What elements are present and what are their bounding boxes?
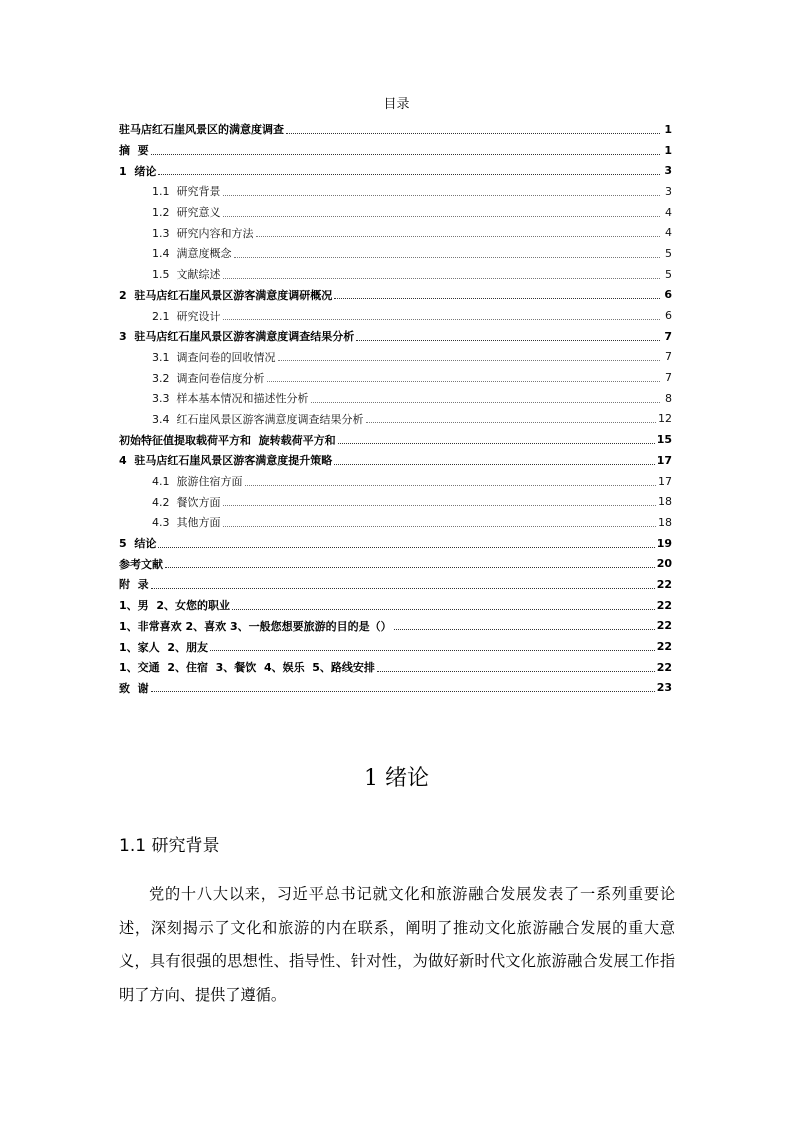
toc-leader-dots xyxy=(267,369,661,382)
toc-leader-dots xyxy=(151,576,655,589)
toc-leader-dots xyxy=(223,266,661,279)
toc-entry[interactable] xyxy=(119,429,672,450)
toc-entry-text: 4.3 其他方面 xyxy=(152,516,221,530)
toc-entry-text: 1.5 文献综述 xyxy=(152,268,221,282)
toc-leader-dots xyxy=(334,286,660,299)
toc-entry-text: 4.2 餐饮方面 xyxy=(152,495,221,509)
toc-entry[interactable] xyxy=(119,388,672,409)
toc-entry-text: 驻马店红石崖风景区的满意度调查 xyxy=(119,123,284,137)
toc-leader-dots xyxy=(356,328,660,341)
toc-leader-dots xyxy=(223,514,657,527)
toc-entry-page: 8 xyxy=(665,391,672,405)
toc-entry-text: 2.1 研究设计 xyxy=(152,309,221,323)
toc-entry-page: 6 xyxy=(665,309,672,323)
toc-entry-text: 1、家人 2、朋友 xyxy=(119,640,208,654)
toc-entry-text: 2 驻马店红石崖风景区游客满意度调研概况 xyxy=(119,288,333,302)
toc-entry[interactable] xyxy=(119,471,672,492)
toc-entry[interactable] xyxy=(119,305,672,326)
toc-entry-page: 7 xyxy=(665,371,672,385)
toc-leader-dots xyxy=(377,659,655,672)
toc-entry[interactable] xyxy=(119,553,672,574)
toc-entry-text: 参考文献 xyxy=(119,557,163,571)
toc-entry-page: 1 xyxy=(664,122,672,136)
toc-entry-page: 22 xyxy=(656,660,672,674)
toc-entry-text: 附 录 xyxy=(119,578,149,592)
toc-leader-dots xyxy=(210,638,655,651)
toc-leader-dots xyxy=(158,535,654,548)
toc-entry-text: 3.3 样本基本情况和描述性分析 xyxy=(152,392,309,406)
toc-entry-page: 1 xyxy=(664,143,672,157)
toc-entry-text: 摘 要 xyxy=(119,144,149,158)
toc-title: 目录 xyxy=(383,97,410,112)
toc-entry[interactable] xyxy=(119,140,672,161)
toc-entry-text: 3 驻马店红石崖风景区游客满意度调查结果分析 xyxy=(119,330,355,344)
toc-entry-page: 22 xyxy=(656,619,672,633)
toc-leader-dots xyxy=(151,679,655,692)
toc-leader-dots xyxy=(366,410,657,423)
toc-entry-page: 22 xyxy=(656,598,672,612)
toc-entry-text: 4.1 旅游住宿方面 xyxy=(152,475,243,489)
toc-entry-page: 19 xyxy=(656,536,672,550)
toc-leader-dots xyxy=(234,245,661,258)
toc-entry[interactable] xyxy=(119,243,672,264)
toc-entry[interactable] xyxy=(119,347,672,368)
toc-leader-dots xyxy=(158,162,660,175)
toc-entry-page: 4 xyxy=(665,205,672,219)
toc-entry-page: 5 xyxy=(665,246,672,260)
toc-entry-page: 3 xyxy=(664,164,672,178)
toc-entry-page: 7 xyxy=(665,350,672,364)
toc-entry-text: 1.2 研究意义 xyxy=(152,206,221,220)
toc-entry-page: 4 xyxy=(665,226,672,240)
toc-entry-page: 3 xyxy=(665,184,672,198)
toc-leader-dots xyxy=(223,493,657,506)
toc-leader-dots xyxy=(394,617,655,630)
toc-entry[interactable] xyxy=(119,512,672,533)
toc-entry-text: 3.1 调查问卷的回收情况 xyxy=(152,350,276,364)
toc-entry-text: 1.3 研究内容和方法 xyxy=(152,226,254,240)
toc-entry[interactable] xyxy=(119,222,672,243)
toc-entry[interactable] xyxy=(119,450,672,471)
toc-entry-page: 6 xyxy=(664,288,672,302)
toc-leader-dots xyxy=(338,431,655,444)
toc-entry-text: 1.1 研究背景 xyxy=(152,185,221,199)
toc-entry-text: 4 驻马店红石崖风景区游客满意度提升策略 xyxy=(119,454,333,468)
toc-entry-text: 3.4 红石崖风景区游客满意度调查结果分析 xyxy=(152,412,364,426)
toc-leader-dots xyxy=(223,204,661,217)
toc-entry-page: 20 xyxy=(656,557,672,571)
toc-entry-page: 22 xyxy=(656,577,672,591)
toc-entry[interactable] xyxy=(119,636,672,657)
toc-leader-dots xyxy=(334,452,654,465)
toc-entry-text: 致 谢 xyxy=(119,681,149,695)
toc-entry-page: 17 xyxy=(656,453,672,467)
toc-leader-dots xyxy=(165,555,655,568)
chapter-heading: 1 绪论 xyxy=(364,766,429,791)
toc-leader-dots xyxy=(286,121,660,134)
toc-entry-page: 7 xyxy=(664,329,672,343)
toc-entry[interactable] xyxy=(119,119,672,140)
toc-entry-text: 3.2 调查问卷信度分析 xyxy=(152,371,265,385)
toc-entry[interactable] xyxy=(119,533,672,554)
toc-entry[interactable] xyxy=(119,160,672,181)
toc-entry[interactable] xyxy=(119,616,672,637)
toc-leader-dots xyxy=(256,224,661,237)
toc-entry-page: 17 xyxy=(658,474,672,488)
toc-entry-page: 18 xyxy=(658,495,672,509)
toc-leader-dots xyxy=(245,473,657,486)
toc-entry-text: 1、交通 2、住宿 3、餐饮 4、娱乐 5、路线安排 xyxy=(119,661,375,675)
toc-entry-text: 1、男 2、女您的职业 xyxy=(119,599,230,613)
toc-entry[interactable] xyxy=(119,574,672,595)
body-paragraph: 党的十八大以来，习近平总书记就文化和旅游融合发展发表了一系列重要论述，深刻揭示了文化和旅游的内在联系，阐明了推动文化旅游融合发展的重大意义，具有很强的思想性、指导性、针对性，为做好新时代文化旅游融合发展工作指明了方向、提供了遵循。 xyxy=(119,885,675,1004)
toc-leader-dots xyxy=(311,390,661,403)
toc-entry-text: 1.4 满意度概念 xyxy=(152,247,232,261)
toc-leader-dots xyxy=(278,348,661,361)
toc-entry[interactable] xyxy=(119,202,672,223)
toc-entry-text: 5 结论 xyxy=(119,537,157,551)
toc-leader-dots xyxy=(223,183,661,196)
toc-entry[interactable] xyxy=(119,595,672,616)
toc-entry[interactable] xyxy=(119,326,672,347)
toc-entry-text: 1 绪论 xyxy=(119,164,157,178)
table-of-contents xyxy=(119,119,672,698)
section-heading: 1.1 研究背景 xyxy=(119,836,220,856)
toc-entry-page: 5 xyxy=(665,267,672,281)
toc-leader-dots xyxy=(151,142,660,155)
toc-leader-dots xyxy=(223,307,661,320)
toc-leader-dots xyxy=(232,597,655,610)
toc-entry-page: 22 xyxy=(656,640,672,654)
toc-entry[interactable] xyxy=(119,657,672,678)
toc-entry-text: 1、非常喜欢 2、喜欢 3、一般您想要旅游的目的是（） xyxy=(119,619,392,633)
toc-entry[interactable] xyxy=(119,264,672,285)
toc-entry-page: 23 xyxy=(656,681,672,695)
toc-entry-page: 18 xyxy=(658,515,672,529)
toc-entry-page: 12 xyxy=(658,412,672,426)
toc-entry[interactable] xyxy=(119,181,672,202)
toc-entry[interactable] xyxy=(119,491,672,512)
toc-entry[interactable] xyxy=(119,285,672,306)
toc-entry-page: 15 xyxy=(656,433,672,447)
toc-entry-text: 初始特征值提取载荷平方和 旋转载荷平方和 xyxy=(119,433,336,447)
toc-entry[interactable] xyxy=(119,409,672,430)
toc-entry[interactable] xyxy=(119,367,672,388)
toc-entry[interactable] xyxy=(119,678,672,699)
